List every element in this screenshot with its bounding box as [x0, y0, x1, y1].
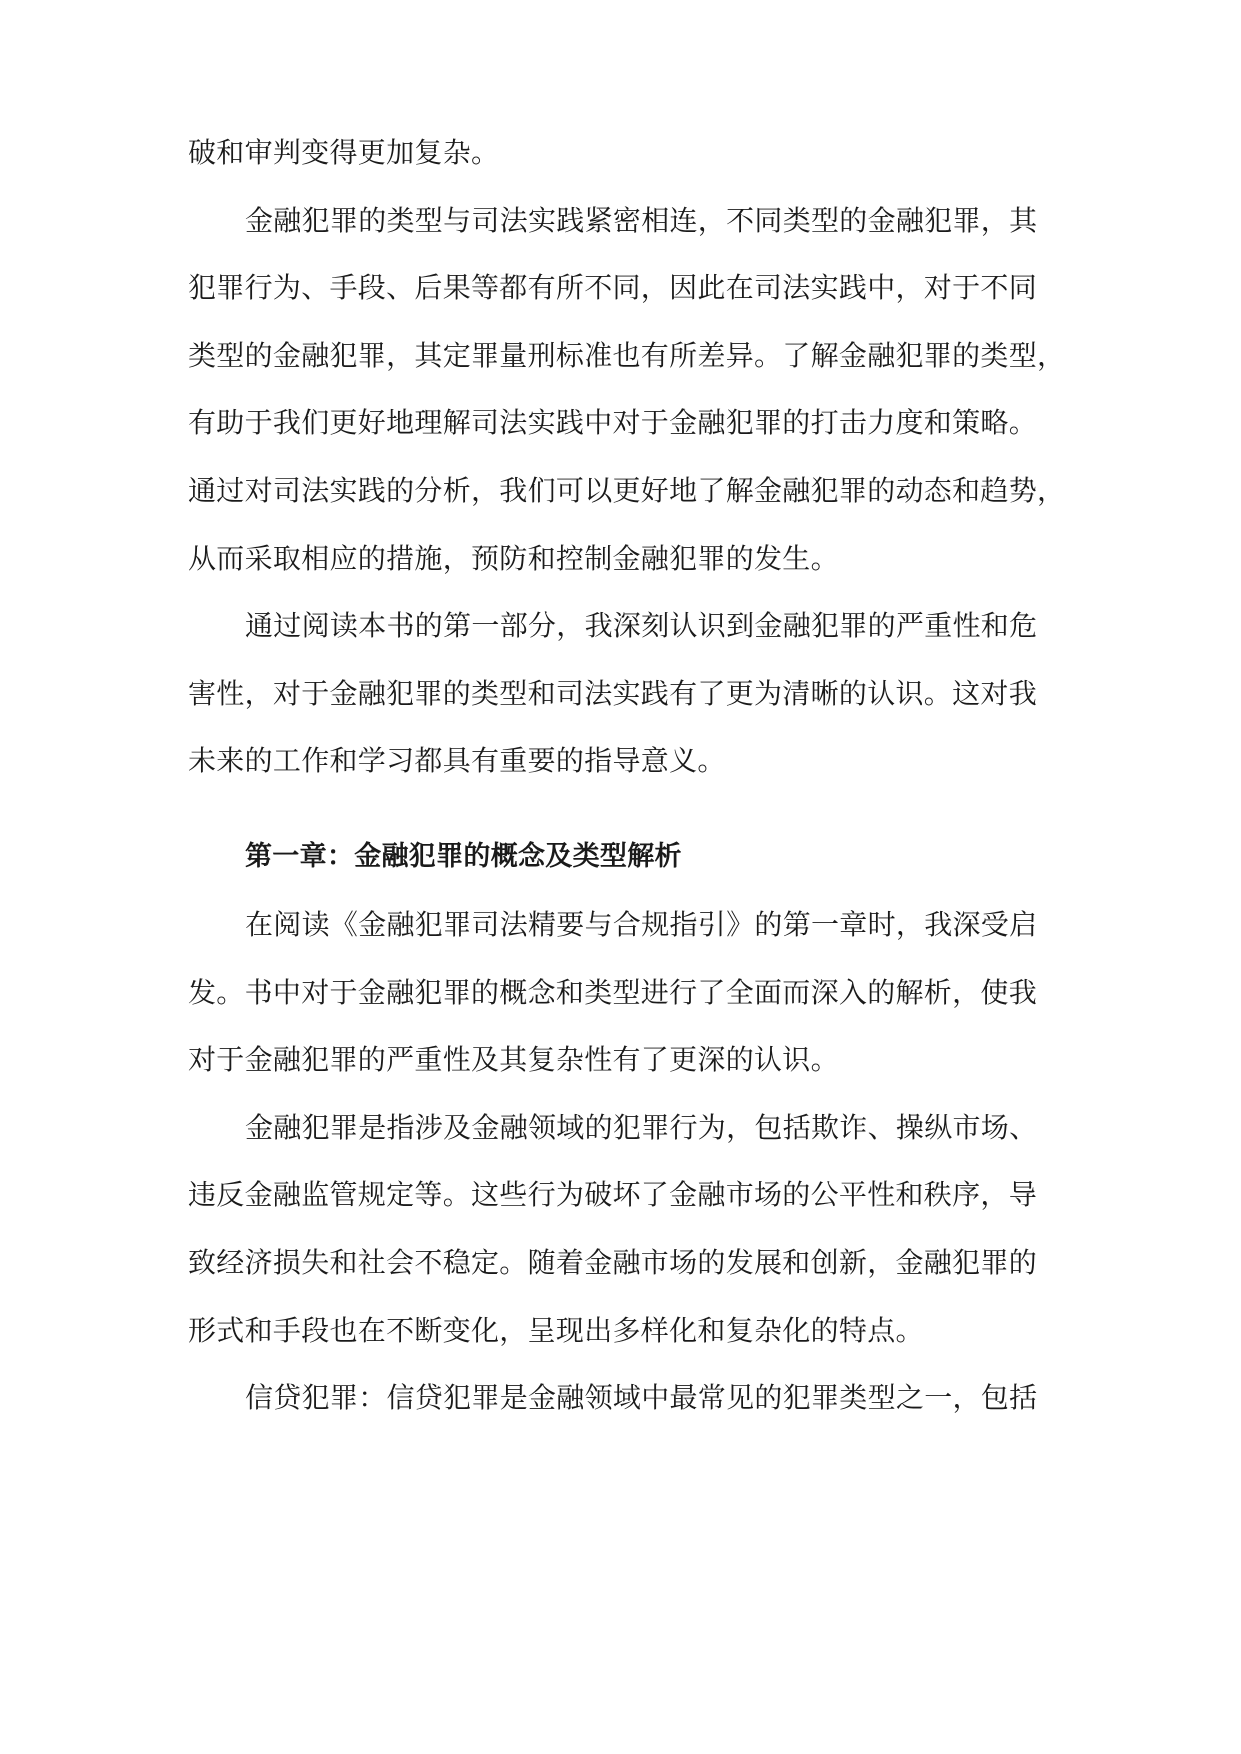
paragraph-line: 发。书中对于金融犯罪的概念和类型进行了全面而深入的解析，使我 [188, 976, 1038, 1009]
paragraph-line: 金融犯罪是指涉及金融领域的犯罪行为，包括欺诈、操纵市场、 [245, 1111, 1038, 1144]
paragraph-line: 对于金融犯罪的严重性及其复杂性有了更深的认识。 [188, 1043, 839, 1076]
paragraph-line: 通过阅读本书的第一部分，我深刻认识到金融犯罪的严重性和危 [245, 609, 1038, 642]
paragraph-line: 形式和手段也在不断变化，呈现出多样化和复杂化的特点。 [188, 1314, 924, 1347]
paragraph-line: 致经济损失和社会不稳定。随着金融市场的发展和创新，金融犯罪的 [188, 1246, 1038, 1279]
paragraph-line: 类型的金融犯罪，其定罪量刑标准也有所差异。了解金融犯罪的类型， [188, 339, 1066, 372]
paragraph-line: 未来的工作和学习都具有重要的指导意义。 [188, 744, 726, 777]
paragraph-line: 犯罪行为、手段、后果等都有所不同，因此在司法实践中，对于不同 [188, 271, 1038, 304]
paragraph-line: 有助于我们更好地理解司法实践中对于金融犯罪的打击力度和策略。 [188, 406, 1038, 439]
paragraph-line: 通过对司法实践的分析，我们可以更好地了解金融犯罪的动态和趋势， [188, 474, 1066, 507]
paragraph-line: 金融犯罪的类型与司法实践紧密相连，不同类型的金融犯罪，其 [245, 204, 1038, 237]
paragraph-line: 违反金融监管规定等。这些行为破坏了金融市场的公平性和秩序，导 [188, 1178, 1038, 1211]
paragraph-line: 在阅读《金融犯罪司法精要与合规指引》的第一章时，我深受启 [245, 908, 1038, 941]
paragraph-line: 破和审判变得更加复杂。 [188, 136, 500, 169]
paragraph-line: 害性，对于金融犯罪的类型和司法实践有了更为清晰的认识。这对我 [188, 677, 1038, 710]
paragraph-line: 从而采取相应的措施，预防和控制金融犯罪的发生。 [188, 542, 839, 575]
paragraph-line: 信贷犯罪：信贷犯罪是金融领域中最常见的犯罪类型之一，包括 [245, 1381, 1038, 1414]
chapter-heading: 第一章：金融犯罪的概念及类型解析 [245, 841, 682, 872]
